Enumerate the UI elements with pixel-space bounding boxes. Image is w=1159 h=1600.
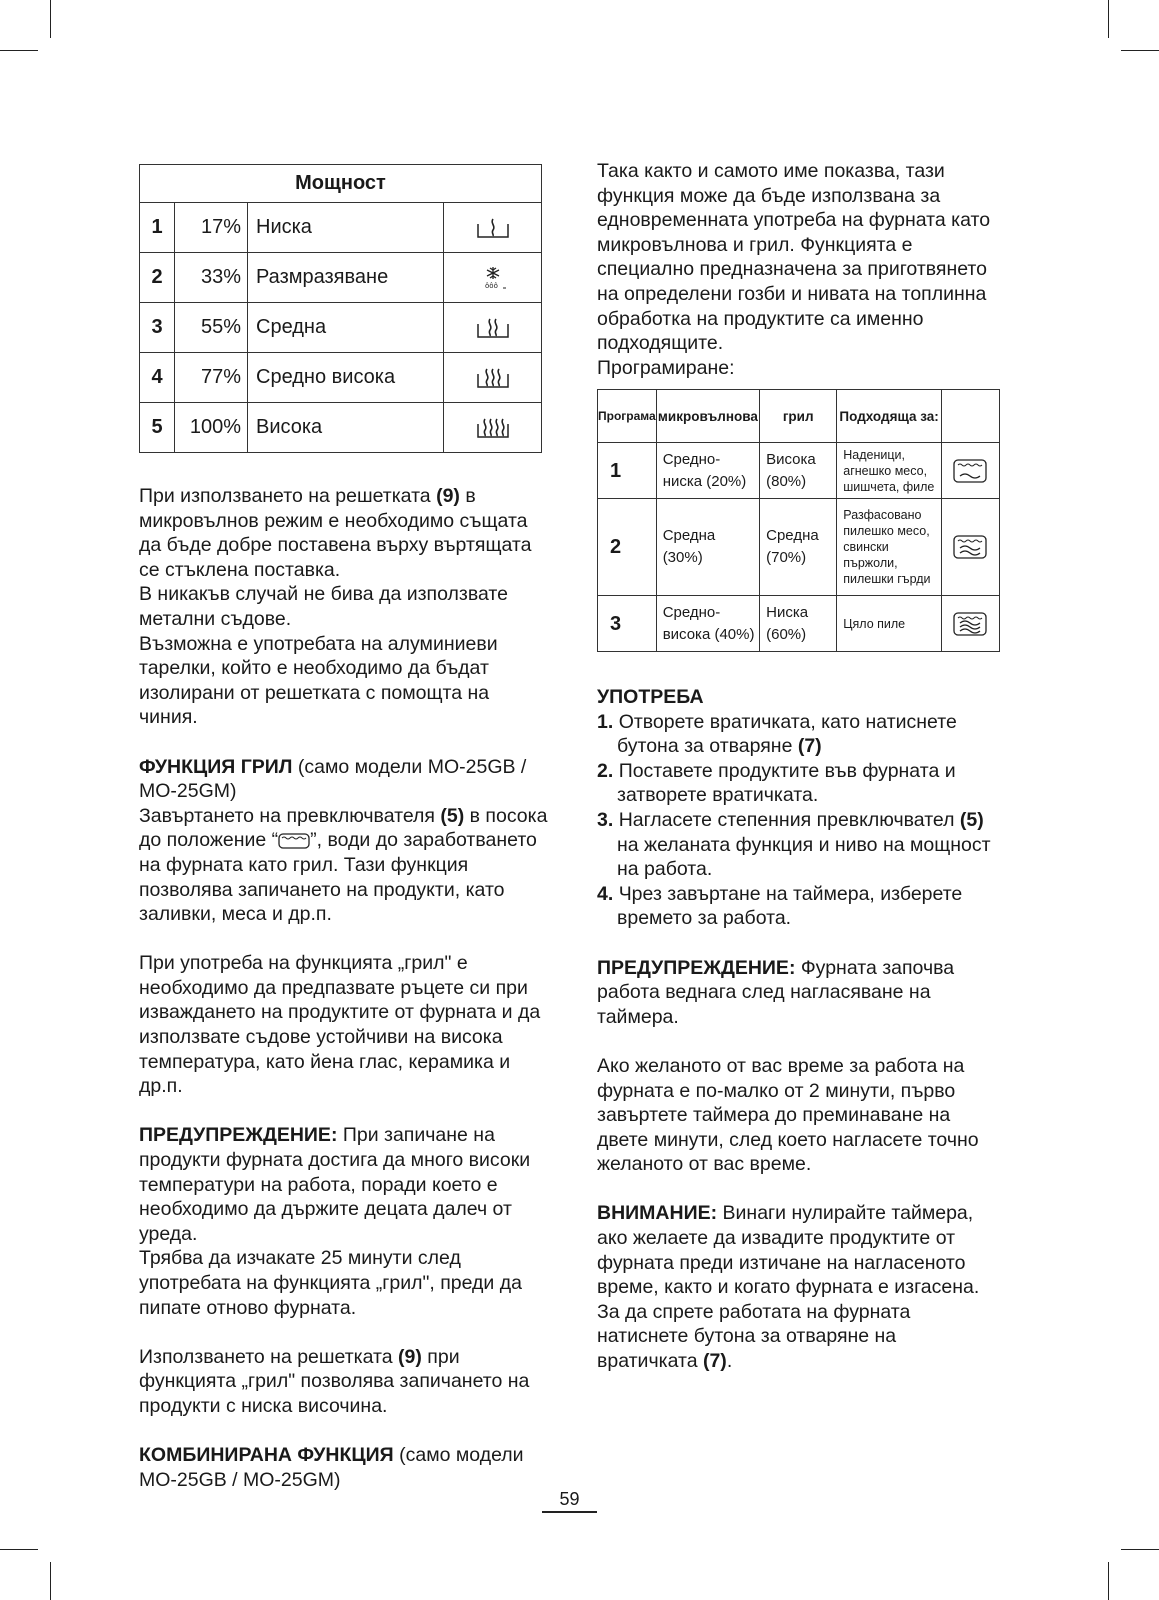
crop-mark (0, 1549, 38, 1550)
table-row (140, 403, 542, 453)
power-label: Средна (248, 303, 444, 353)
power-percent: 55% (175, 303, 248, 353)
power-label: Размразяване (248, 253, 444, 303)
program-number: 2 (598, 499, 657, 596)
column-header: Подходяща за: (837, 390, 942, 443)
food-cell: Наденици, агнешко месо, шишчета, филе (837, 443, 942, 499)
program-table (597, 389, 1000, 652)
rack-grill-paragraph: Използването на решетката (9) при функцията „грил" позволява запичането на продукти с ниска височина. (139, 1345, 530, 1417)
combo-intro-paragraph: Така както и самото име показва, тази функция може да бъде използвана за едновременната употреба на фурната като микровълнова и грил. Функцията е специално предназначена за приготвянето на определени гозби и нивата на топлинна обработка на продуктите са именно подходящите. (597, 160, 991, 355)
microwave-cell: Средно-ниска (20%) (656, 443, 759, 499)
combo-section: КОМБИНИРАНА ФУНКЦИЯ (само модели MO-25GB / MO-25GM) (139, 1444, 524, 1491)
crop-mark (50, 0, 51, 38)
svg-text:ôôô: ôôô (484, 281, 498, 290)
right-column-intro (597, 159, 997, 380)
row-number: 5 (140, 403, 175, 453)
combi-2-icon (953, 538, 987, 555)
warning-paragraph: ПРЕДУПРЕЖДЕНИЕ: При запичане на продукти фурната достига да много високи температури на работа, поради което е необходимо да държите децата далеч от уреда. (139, 1124, 531, 1245)
microwave-cell: Средно-висока (40%) (656, 596, 759, 652)
food-cell: Цяло пиле (837, 596, 942, 652)
list-item: 2. Поставете продуктите във фурната и затворете вратичката. (597, 759, 956, 807)
stop-paragraph: За да спрете работата на фурната натиснете бутона за отваряне на вратичката (7). (597, 1300, 911, 1373)
crop-mark (1108, 1562, 1109, 1600)
grill-cell: Висока (80%) (760, 443, 837, 499)
power-percent: 100% (175, 403, 248, 453)
program-number: 1 (598, 443, 657, 499)
microwave-level-4-icon (475, 366, 511, 388)
table-row (598, 596, 1000, 652)
section-heading: УПОТРЕБА (597, 686, 704, 708)
attention-paragraph: ВНИМАНИЕ: Винаги нулирайте таймера, ако желаете да извадите продуктите от фурната преди изтичане на нагласеното време, както и когато фурната е изгасена. (597, 1202, 980, 1299)
short-time-paragraph: Ако желаното от вас време за работа на фурната е по-малко от 2 минути, първо завъртете таймера до преминаване на двете минути, след което нагласете точно желаното от вас време. (597, 1054, 979, 1176)
microwave-level-3-icon (475, 316, 511, 338)
section-heading: ФУНКЦИЯ ГРИЛ (139, 755, 293, 778)
programming-label: Програмиране: (597, 356, 735, 379)
power-table (139, 164, 542, 453)
warning-paragraph: ПРЕДУПРЕЖДЕНИЕ: Фурната започва работа веднага след нагласяване на таймера. (597, 956, 955, 1028)
column-header (941, 390, 999, 443)
crop-mark (1121, 1549, 1159, 1550)
grill-section: ФУНКЦИЯ ГРИЛ (само модели MO-25GB / MO-25GM) (139, 755, 527, 803)
grill-use-paragraph: При употреба на функцията „грил" е необходимо да предпазвате ръцете си при изваждането на продуктите от фурната и да използвате съдове устойчиви на висока температура, като йена глас, керамика и др.п. (139, 952, 541, 1098)
wait-paragraph: Трябва да изчакате 25 минути след употребата на функцията „грил", преди да пипате отново фурната. (139, 1247, 522, 1319)
row-number: 4 (140, 353, 175, 403)
table-row (140, 203, 542, 253)
column-header: Програма (598, 390, 657, 443)
defrost-icon (475, 266, 511, 288)
list-item: 4. Чрез завъртане на таймера, изберете времето за работа. (597, 882, 963, 930)
row-number: 2 (140, 253, 175, 303)
usage-steps (597, 710, 997, 931)
row-number: 3 (140, 303, 175, 353)
crop-mark (0, 50, 38, 51)
crop-mark (50, 1562, 51, 1600)
list-item: 1. Отворете вратичката, като натиснете бутона за отваряне (7) (597, 710, 957, 758)
power-percent: 33% (175, 253, 248, 303)
power-label: Висока (248, 403, 444, 453)
microwave-level-5-icon (475, 416, 511, 438)
crop-mark (1121, 50, 1159, 51)
column-header: микровълнова (656, 390, 759, 443)
table-row (140, 303, 542, 353)
column-header: грил (760, 390, 837, 443)
table-row (140, 253, 542, 303)
left-column (139, 484, 549, 1492)
row-number: 1 (140, 203, 175, 253)
list-item: 3. Нагласете степенния превключвател (5) на желаната функция и ниво на мощност на работа. (597, 808, 991, 881)
table-row (598, 499, 1000, 596)
food-cell: Разфасовано пилешко месо, свински пържоли, пилешки гърди (837, 499, 942, 596)
power-percent: 17% (175, 203, 248, 253)
power-table-header: Мощност (140, 165, 542, 203)
power-label: Ниска (248, 203, 444, 253)
grill-cell: Ниска (60%) (760, 596, 837, 652)
grill-icon (278, 829, 310, 851)
power-label: Средно висока (248, 353, 444, 403)
combi-3-icon (953, 614, 987, 631)
grill-cell: Средна (70%) (760, 499, 837, 596)
page-number: 59 (542, 1489, 597, 1513)
aluminium-paragraph: Възможна е употребата на алуминиеви тарелки, който е необходимо да бъдат изолирани от решетката с помощта на чиния. (139, 632, 498, 729)
crop-mark (1108, 0, 1109, 38)
table-header-row (598, 390, 1000, 443)
microwave-level-1-icon (475, 216, 511, 238)
power-percent: 77% (175, 353, 248, 403)
table-row (598, 443, 1000, 499)
grill-paragraph: Завъртането на превключвателя (5) в посока до положение “ ”, води до заработването на фурната като грил. Тази функция позволява запичането на продукти, като заливки, меса и др.п. (139, 804, 548, 926)
right-column-usage (597, 685, 997, 1374)
combi-1-icon (953, 461, 987, 478)
program-number: 3 (598, 596, 657, 652)
microwave-cell: Средна (30%) (656, 499, 759, 596)
section-heading: КОМБИНИРАНА ФУНКЦИЯ (139, 1444, 394, 1467)
no-metal-paragraph: В никакъв случай не бива да използвате метални съдове. (139, 583, 508, 630)
table-row (140, 353, 542, 403)
rack-paragraph: При използването на решетката (9) в микровълнов режим е необходимо същата да бъде добре поставена върху въртящата се стъклена поставка. (139, 485, 532, 581)
